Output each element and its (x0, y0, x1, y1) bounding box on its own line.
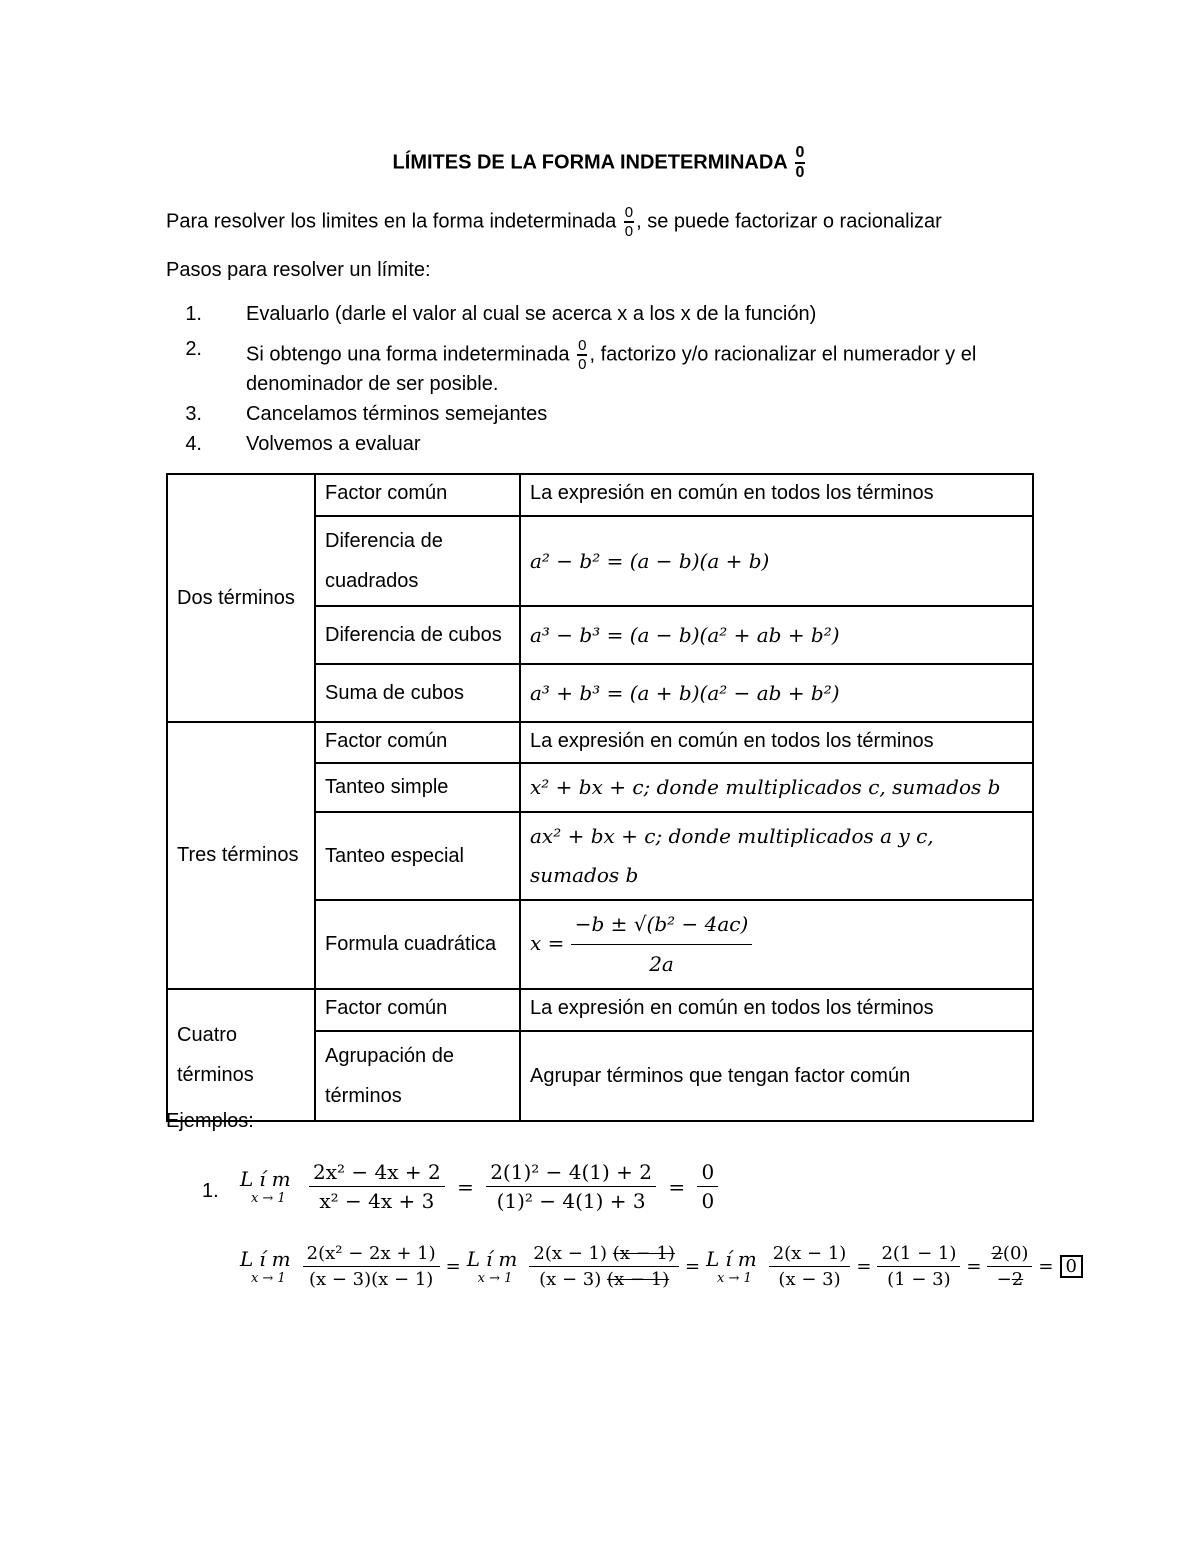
equals-sign: = (445, 1256, 461, 1277)
formula-cell: x² + bx + c; donde multiplicados c, sumados b (520, 763, 1033, 812)
page-title (0, 145, 1200, 181)
quadratic-formula-cell: x = $\frac{\text{−b ± √(b² − 4ac)}}{2a}$ (520, 900, 1033, 989)
factoring-methods-table (166, 473, 1034, 1122)
title-fraction: $\frac{0}{0}$ (795, 144, 805, 181)
steps-heading: Pasos para resolver un límite: (166, 259, 431, 281)
cancelled-term: (x − 1) (607, 1269, 670, 1290)
method-cell: Formula cuadrática (315, 900, 520, 989)
method-cell: Factor común (315, 989, 520, 1031)
intro-paragraph: Para resolver los limites en la forma indeterminada $\frac{0}{0}$ , se puede factorizar o racionalizar (166, 204, 942, 240)
method-cell: Diferencia de cubos (315, 606, 520, 664)
method-cell: Tanteo simple (315, 763, 520, 812)
group-label-two-terms: Dos términos (167, 474, 315, 722)
boxed-result: 0 (1060, 1255, 1083, 1279)
group-label-four-terms: Cuatro términos (167, 989, 315, 1121)
method-cell: Diferencia de cuadrados (315, 516, 520, 606)
formula-cell: a³ + b³ = (a + b)(a² − ab + b²) (520, 664, 1033, 722)
fraction: $\frac{2(1 - 1)}{(1 - 3)}$ (877, 1243, 960, 1290)
limit-operator: Lím x → 1 (240, 1247, 297, 1286)
method-cell: Factor común (315, 474, 520, 516)
fraction: $\frac{2(x - 1) (x - 1)}{(x - 3) (x - 1)}$ (529, 1243, 679, 1290)
cancelled-term: 2 (991, 1243, 1003, 1264)
limit-operator: Lím x → 1 (706, 1247, 763, 1286)
intro-fraction: $\frac{0}{0}$ (624, 204, 634, 240)
examples-heading: Ejemplos: (166, 1110, 254, 1132)
example-line-2 (240, 1243, 1083, 1290)
description-cell: La expresión en común en todos los términos (520, 722, 1033, 763)
cancelled-term: (x − 1) (612, 1243, 675, 1264)
equals-sign: = (856, 1256, 872, 1277)
description-cell: La expresión en común en todos los términos (520, 474, 1033, 516)
table-row (167, 989, 1033, 1031)
method-cell: Factor común (315, 722, 520, 763)
formula-cell: ax² + bx + c; donde multiplicados a y c, sumados b (520, 812, 1033, 900)
method-cell: Agrupación de términos (315, 1031, 520, 1121)
cancelled-term: 2 (1011, 1269, 1024, 1290)
equals-sign: = (966, 1256, 982, 1277)
example-line-1 (240, 1160, 718, 1213)
fraction: $\frac{\text{2(1)² − 4(1) + 2}}{\text{(1)² − 4(1) + 3}}$ (486, 1160, 656, 1213)
fraction: $\frac{\text{2(x² − 2x + 1)}}{(x - 3)(x - 1)}$ (303, 1243, 440, 1290)
equals-sign: = (1038, 1256, 1054, 1277)
description-cell: Agrupar términos que tengan factor común (520, 1031, 1033, 1121)
quadratic-fraction: $\frac{\text{−b ± √(b² − 4ac)}}{2a}$ (571, 905, 753, 984)
equals-sign: = (457, 1174, 474, 1199)
description-cell: La expresión en común en todos los términos (520, 989, 1033, 1031)
fraction: $\frac{2(0)}{-2}$ (987, 1243, 1032, 1290)
table-row (167, 722, 1033, 763)
formula-cell: a³ − b³ = (a − b)(a² + ab + b²) (520, 606, 1033, 664)
limit-operator: Lím x → 1 (466, 1247, 524, 1286)
fraction: $\frac{\text{2x² − 4x + 2}}{\text{x² − 4x + 3}}$ (309, 1160, 445, 1213)
equals-sign: = (668, 1174, 686, 1199)
step-2-fraction: $\frac{0}{0}$ (578, 337, 587, 373)
equals-sign: = (684, 1256, 701, 1277)
fraction: $\frac{0}{0}$ (697, 1160, 718, 1213)
formula-cell: a² − b² = (a − b)(a + b) (520, 516, 1033, 606)
table-row (167, 474, 1033, 516)
example-number: 1. (202, 1180, 219, 1202)
method-cell: Suma de cubos (315, 664, 520, 722)
title-text: LÍMITES DE LA FORMA INDETERMINADA (392, 151, 787, 174)
group-label-three-terms: Tres términos (167, 722, 315, 989)
method-cell: Tanteo especial (315, 812, 520, 900)
limit-operator: Lím x → 1 (240, 1167, 297, 1206)
fraction: $\frac{2(x - 1)}{(x - 3)}$ (769, 1243, 851, 1290)
